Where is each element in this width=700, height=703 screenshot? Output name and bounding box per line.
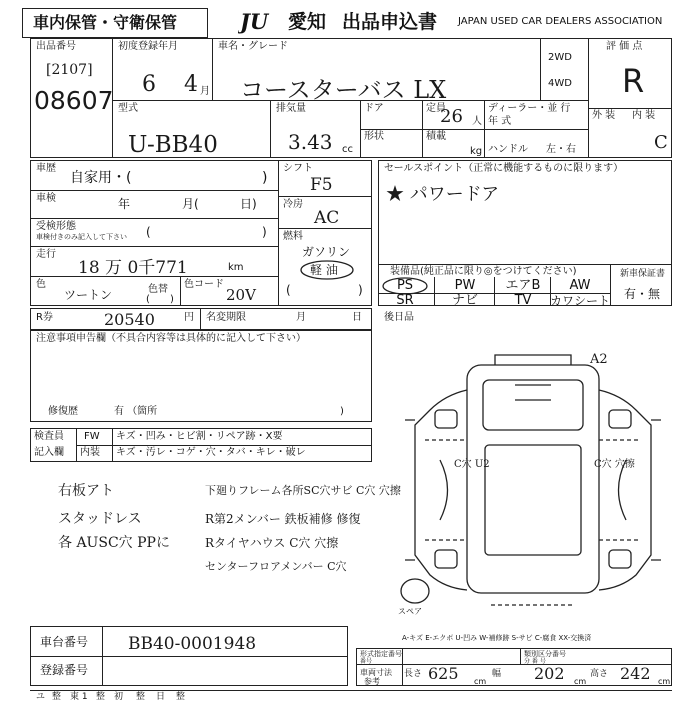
registration-year: 6 xyxy=(142,72,156,97)
dimensions-label: 車両寸法 xyxy=(360,668,392,677)
history-close: ) xyxy=(262,170,268,186)
handle-label: ハンドル xyxy=(488,144,528,155)
model-label: 型式 xyxy=(118,103,138,114)
registration-month: 4 xyxy=(184,72,198,97)
load-unit: kg xyxy=(470,146,483,157)
note-left-2: スタッドレス xyxy=(58,511,142,527)
fuel-close: ) xyxy=(358,283,363,297)
mileage-label: 走行 xyxy=(36,249,56,260)
note-right-4: センターフロアメンバー C穴 xyxy=(205,560,347,573)
repair-close: ) xyxy=(340,406,344,417)
note-right-3: Rタイヤハウス C穴 穴擦 xyxy=(205,536,339,550)
storage-label: 車内保管・守衛保管 xyxy=(33,13,178,32)
aircon-label: 冷房 xyxy=(283,199,303,210)
fuel-open: ( xyxy=(286,283,291,297)
width-unit: cm xyxy=(574,677,587,686)
repair-label: 修復歴 xyxy=(48,406,78,417)
color-code-label: 色コード xyxy=(184,279,224,290)
drive-2wd: 2WD xyxy=(548,52,572,63)
bottom-cell: 整 xyxy=(176,692,186,702)
drive-4wd: 4WD xyxy=(548,78,572,89)
receipt-label: 受検形態 xyxy=(36,221,76,232)
fuel-label: 燃料 xyxy=(283,231,303,242)
r-ticket-unit: 円 xyxy=(184,312,194,323)
car-name-value: コースターバス LX xyxy=(240,76,447,104)
mileage-value: 18 万 0千771 xyxy=(78,258,188,278)
equipment-label: 装備品(純正品に限り◎をつけてください) xyxy=(390,266,577,277)
fuel-gasoline: ガソリン xyxy=(302,245,351,259)
spare-label: スペア xyxy=(398,607,422,616)
aircon-value: AC xyxy=(314,208,340,228)
shape-label: 形状 xyxy=(364,131,384,142)
inspection-day: 日) xyxy=(240,197,257,211)
fw-items: キズ・凹み・ヒビ割・リペア跡・X要 xyxy=(116,431,283,442)
sales-point-value: ★ パワードア xyxy=(386,184,500,205)
equipment-airbag[interactable]: エアB xyxy=(505,278,541,293)
entry-label: 記入欄 xyxy=(34,447,64,458)
displacement-unit: cc xyxy=(342,144,353,155)
width-label: 幅 xyxy=(492,669,502,679)
org-name: 愛知 xyxy=(288,11,327,33)
lot-code: [2107] xyxy=(46,62,93,78)
registration-label: 初度登録年月 xyxy=(118,41,178,52)
equipment-ps[interactable]: PS xyxy=(396,278,414,293)
inspection-label: 車検 xyxy=(36,193,56,204)
capacity-label: 定員 xyxy=(426,103,446,114)
diagram-a2: A2 xyxy=(590,352,608,367)
inspection-month: 月( xyxy=(182,197,199,211)
color-label: 色 xyxy=(36,279,46,290)
color-change-close: ) xyxy=(170,294,174,305)
height-label: 高さ xyxy=(590,669,609,679)
note-right-2: R第2メンバー 鉄板補修 修復 xyxy=(205,512,361,526)
grade-label: 評 価 点 xyxy=(606,41,643,52)
color-change-label: 色替 xyxy=(148,284,168,295)
spare-tire-icon xyxy=(398,576,432,606)
shift-label: シフト xyxy=(283,163,313,174)
association-name: JAPAN USED CAR DEALERS ASSOCIATION xyxy=(458,16,663,27)
chassis-value: BB40-0001948 xyxy=(128,634,257,654)
r-ticket-value: 20540 xyxy=(104,310,155,329)
fw-label: FW xyxy=(84,431,100,442)
fuel-circle-icon xyxy=(298,259,356,281)
history-value: 自家用・( xyxy=(70,170,132,186)
color-code-value: 20V xyxy=(226,286,256,304)
bottom-cell: ユ xyxy=(36,692,46,702)
capacity-unit: 人 xyxy=(472,116,482,127)
name-change-month: 月 xyxy=(296,312,306,323)
classification-label: 類別区分番号 xyxy=(524,650,566,658)
bottom-cell: 初 xyxy=(114,692,124,702)
car-name-label: 車名・グレード xyxy=(218,41,288,52)
bottom-cell: 整 xyxy=(136,692,146,702)
equipment-tv[interactable]: TV xyxy=(514,293,532,308)
chassis-label: 車台番号 xyxy=(40,635,89,649)
form-title: 出品申込書 xyxy=(342,11,438,33)
equipment-aw[interactable]: AW xyxy=(569,278,591,293)
inspector-label: 検査員 xyxy=(34,431,64,442)
shift-value: F5 xyxy=(310,175,333,195)
grade-value: R xyxy=(622,62,645,100)
bottom-cell: 日 xyxy=(156,692,166,702)
designation-sub: 番号 xyxy=(360,658,373,665)
equipment-sr[interactable]: SR xyxy=(396,293,414,308)
bottom-cell: 整 xyxy=(52,692,62,702)
registration-number-label: 登録番号 xyxy=(40,663,89,677)
mileage-unit: km xyxy=(228,262,244,273)
inspection-year: 年 xyxy=(118,197,131,211)
warranty-value: 有・無 xyxy=(624,287,661,301)
interior-entry-label: 内装 xyxy=(80,447,100,458)
logo-text: JU xyxy=(240,10,269,34)
color-value: ツートン xyxy=(64,288,113,302)
receipt-note: 車検付きのみ記入して下さい xyxy=(36,233,127,241)
receipt-close: ) xyxy=(262,225,267,239)
equipment-pw[interactable]: PW xyxy=(454,278,476,293)
sales-point-label: セールスポイント（正常に機能するものに限ります） xyxy=(384,163,624,174)
width-value: 202 xyxy=(534,664,565,683)
color-change-open: ( xyxy=(146,294,150,305)
bottom-cell: 東 1 xyxy=(70,692,88,702)
history-label: 車歴 xyxy=(36,163,56,174)
vehicle-diagram xyxy=(395,350,675,620)
displacement-label: 排気量 xyxy=(276,103,306,114)
lot-label: 出品番号 xyxy=(36,41,76,52)
diagram-c-left: C穴 U2 xyxy=(454,459,490,470)
note-left-3: 各 AUSC穴 PPに xyxy=(58,535,170,551)
length-value: 625 xyxy=(428,664,459,683)
equipment-kawashito[interactable]: カワシート xyxy=(550,294,611,308)
interior-label: 内 装 xyxy=(632,110,656,121)
notes-label: 注意事項申告欄（不具合内容等は具体的に記入して下さい） xyxy=(36,333,306,344)
equipment-navi[interactable]: ナビ xyxy=(451,293,478,308)
classification-sub: 分 番 号 xyxy=(524,658,546,665)
dimensions-sub: 参考 xyxy=(364,677,380,686)
interior-value: C xyxy=(654,132,668,153)
note-left-1: 右板アト xyxy=(58,483,114,499)
height-unit: cm xyxy=(658,677,671,686)
doors-label: ドア xyxy=(364,103,384,114)
r-ticket-label: R券 xyxy=(36,312,53,323)
name-change-day: 日 xyxy=(352,312,362,323)
lot-number: 08607 xyxy=(34,86,114,115)
warranty-label: 新車保証書 xyxy=(620,269,666,279)
registration-month-unit: 月 xyxy=(200,86,210,97)
capacity-value: 26 xyxy=(440,106,463,127)
bottom-cell: 整 xyxy=(96,692,106,702)
ju-logo-icon xyxy=(238,10,288,34)
dealer-label: ディーラー・並 行 xyxy=(488,103,571,114)
length-unit: cm xyxy=(474,677,487,686)
load-label: 積載 xyxy=(426,131,446,142)
diagram-c-right: C穴 穴擦 xyxy=(594,459,635,470)
r-ticket-row xyxy=(30,308,372,330)
exterior-label: 外 装 xyxy=(592,110,616,121)
year-model-label: 年 式 xyxy=(488,116,512,127)
repair-value: 有 （箇所 xyxy=(114,406,158,417)
displacement-value: 3.43 xyxy=(288,130,333,154)
length-label: 長さ xyxy=(404,669,423,679)
fuel-diesel: 軽 油 xyxy=(310,263,338,277)
handle-value: 左・右 xyxy=(546,144,576,155)
storage-label-box xyxy=(22,8,208,38)
model-value: U-BB40 xyxy=(128,132,218,158)
name-change-label: 名変期限 xyxy=(206,312,246,323)
receipt-open: ( xyxy=(146,225,151,239)
designation-label: 形式指定番号 xyxy=(360,650,402,658)
interior-items: キズ・汚レ・コゲ・穴・タバ・キレ・破レ xyxy=(116,447,306,458)
later-date-label: 後日品 xyxy=(384,312,414,323)
damage-legend: A-キズ E-エクボ U-凹み W-補修跡 S-サビ C-腐食 XX-交換済 xyxy=(402,634,592,642)
height-value: 242 xyxy=(620,664,651,683)
note-right-1: 下廻りフレーム各所SC穴サビ C穴 穴擦 xyxy=(205,484,401,497)
